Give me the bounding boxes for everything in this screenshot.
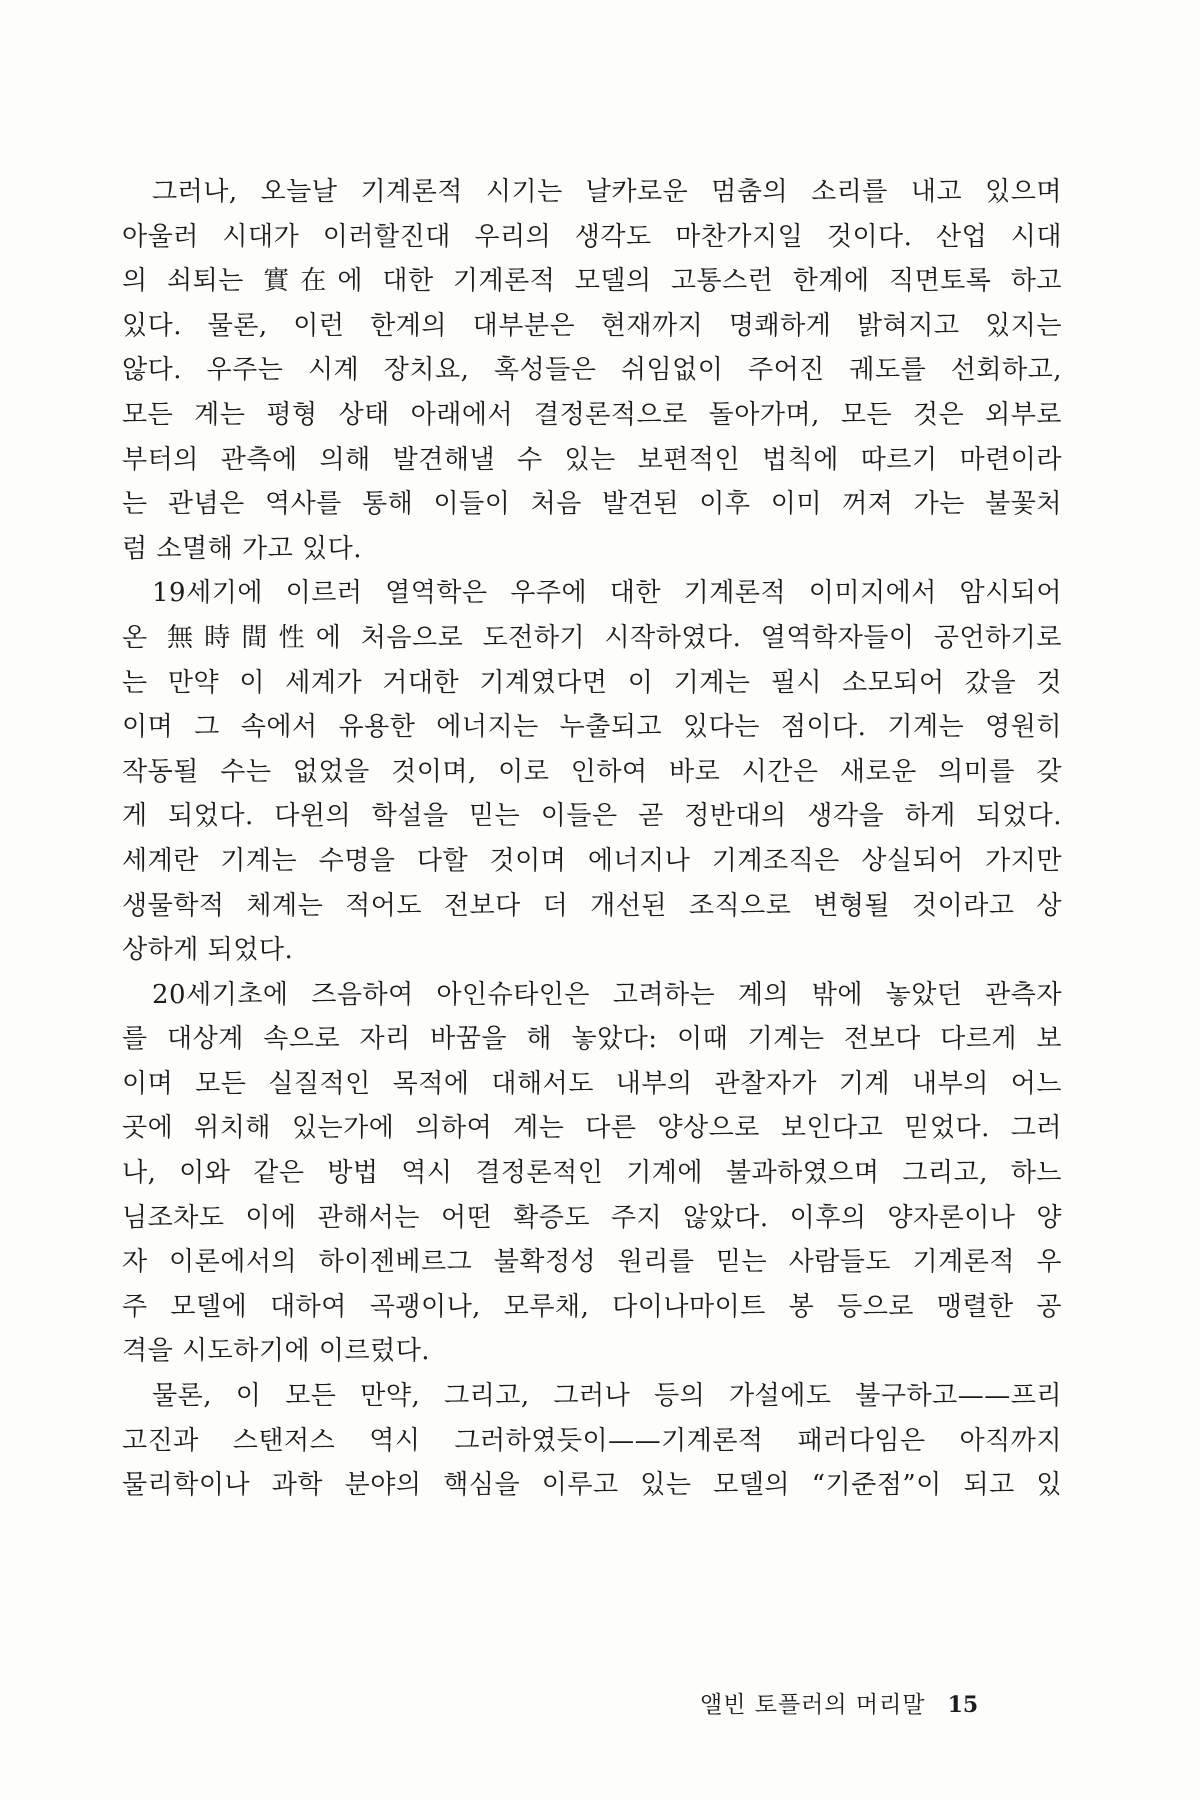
page-number: 15 [947, 1692, 979, 1718]
text-line: 격을 시도하기에 이르렀다. [122, 1336, 431, 1367]
text-line: 19세기에 이르러 열역학은 우주에 대한 기계론적 이미지에서 암시되어 [152, 578, 1062, 609]
text-line: 물리학이나 과학 분야의 핵심을 이루고 있는 모델의 “기준점”이 되고 있 [122, 1470, 1062, 1501]
text-line: 부터의 관측에 의해 발견해낼 수 있는 보편적인 법칙에 따르기 마련이라 [122, 444, 1062, 475]
text-line: 곳에 위치해 있는가에 의하여 계는 다른 양상으로 보인다고 믿었다. 그러 [122, 1113, 1062, 1144]
text-line: 생물학적 체계는 적어도 전보다 더 개선된 조직으로 변형될 것이라고 상 [122, 890, 1062, 921]
text-line: 는 관념은 역사를 통해 이들이 처음 발견된 이후 이미 꺼져 가는 불꽃처 [122, 489, 1062, 520]
text-line: 모든 계는 평형 상태 아래에서 결정론적으로 돌아가며, 모든 것은 외부로 [122, 399, 1062, 430]
text-line: 온 無時間性에 처음으로 도전하기 시작하였다. 열역학자들이 공언하기로 [122, 622, 1062, 653]
text-line: 게 되었다. 다윈의 학설을 믿는 이들은 곧 정반대의 생각을 하게 되었다. [122, 801, 1062, 832]
running-title: 앨빈 토플러의 머리말 [700, 1692, 926, 1718]
text-line: 작동될 수는 없었을 것이며, 이로 인하여 바로 시간은 새로운 의미를 갖 [122, 756, 1062, 787]
paragraph-3 [122, 973, 1062, 1374]
text-line: 물론, 이 모든 만약, 그리고, 그러나 등의 가설에도 불구하고——프리 [152, 1381, 1062, 1412]
running-footer [700, 1690, 1030, 1720]
text-line: 그러나, 오늘날 기계론적 시기는 날카로운 멈춤의 소리를 내고 있으며 [152, 177, 1062, 207]
text-line: 상하게 되었다. [122, 935, 294, 966]
text-line: 세계란 기계는 수명을 다할 것이며 에너지나 기계조직은 상실되어 가지만 [122, 845, 1062, 876]
paragraph-2 [122, 571, 1062, 972]
text-line: 이며 그 속에서 유용한 에너지는 누출되고 있다는 점이다. 기계는 영원히 [122, 712, 1062, 743]
text-line: 아울러 시대가 이러할진대 우리의 생각도 마찬가지일 것이다. 산업 시대 [122, 221, 1062, 252]
paragraph-1 [122, 170, 1062, 571]
text-line: 는 만약 이 세계가 거대한 기계였다면 이 기계는 필시 소모되어 갔을 것 [122, 667, 1062, 698]
text-line: 럼 소멸해 가고 있다. [122, 533, 362, 564]
text-line: 있다. 물론, 이런 한계의 대부분은 현재까지 명쾌하게 밝혀지고 있지는 [122, 310, 1062, 341]
paragraph-4 [122, 1374, 1062, 1508]
text-line: 자 이론에서의 하이젠베르그 불확정성 원리를 믿는 사람들도 기계론적 우 [122, 1247, 1062, 1278]
text-line: 주 모델에 대하여 곡괭이나, 모루채, 다이나마이트 봉 등으로 맹렬한 공 [122, 1291, 1062, 1322]
text-line: 않다. 우주는 시계 장치요, 혹성들은 쉬임없이 주어진 궤도를 선회하고, [122, 355, 1062, 386]
body-text [122, 170, 1062, 1508]
text-line: 나, 이와 같은 방법 역시 결정론적인 기계에 불과하였으며 그리고, 하느 [122, 1158, 1062, 1189]
text-line: 님조차도 이에 관해서는 어떤 확증도 주지 않았다. 이후의 양자론이나 양 [122, 1202, 1062, 1233]
text-line: 이며 모든 실질적인 목적에 대해서도 내부의 관찰자가 기계 내부의 어느 [122, 1068, 1062, 1099]
text-line: 고진과 스탠저스 역시 그러하였듯이——기계론적 패러다임은 아직까지 [122, 1425, 1062, 1456]
text-line: 를 대상계 속으로 자리 바꿈을 해 놓았다: 이때 기계는 전보다 다르게 보 [122, 1024, 1062, 1055]
text-line: 의 쇠퇴는 實在에 대한 기계론적 모델의 고통스런 한계에 직면토록 하고 [122, 266, 1062, 297]
text-line: 20세기초에 즈음하여 아인슈타인은 고려하는 계의 밖에 놓았던 관측자 [152, 979, 1062, 1010]
